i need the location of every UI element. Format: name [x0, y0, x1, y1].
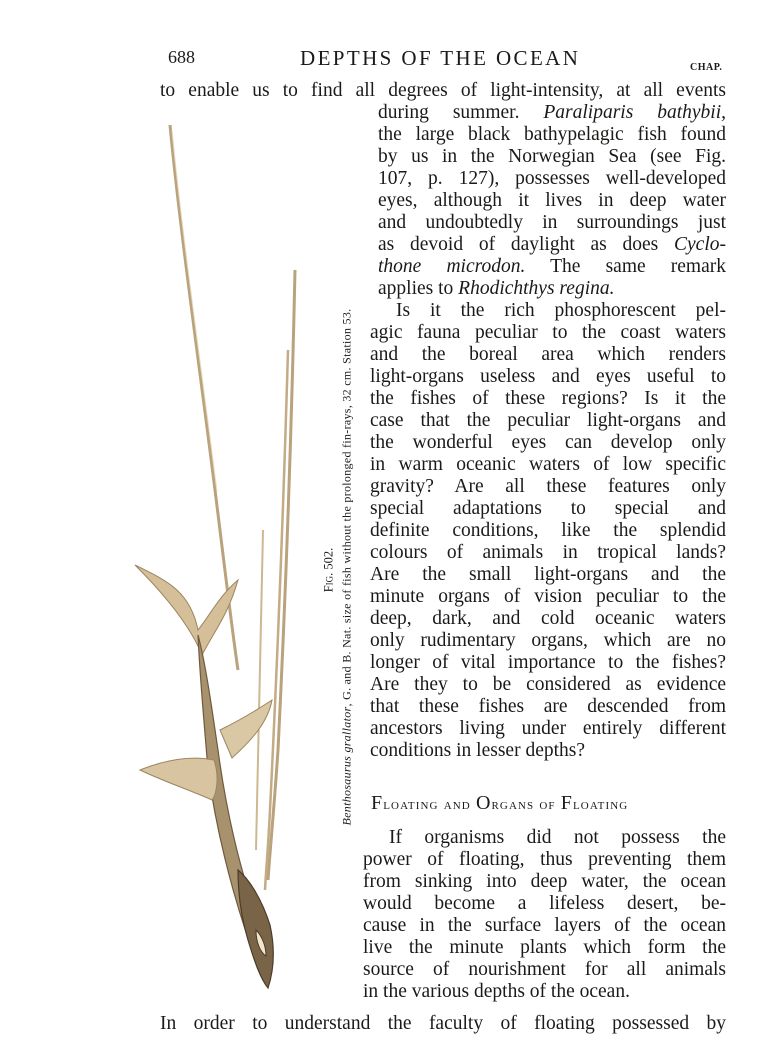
figure-caption	[340, 309, 355, 826]
text-line: and the boreal area which renders	[370, 344, 726, 365]
text-line: definite conditions, like the splendid	[370, 520, 726, 541]
body-last-line: In order to understand the faculty of floating possessed by	[160, 1013, 726, 1034]
page-number: 688	[168, 47, 195, 67]
text-line: source of nourishment for all animals	[363, 959, 726, 980]
text-line: colours of animals in tropical lands?	[370, 542, 726, 563]
caption-genus: Benthosaurus grallator	[339, 706, 354, 826]
text-line: minute organs of vision peculiar to the	[370, 586, 726, 607]
paragraph-1	[378, 102, 726, 300]
text-line: cause in the surface layers of the ocean	[363, 915, 726, 936]
text-line: live the minute plants which form the	[363, 937, 726, 958]
text-line: by us in the Norwegian Sea (see Fig.	[378, 146, 726, 167]
paragraph-3	[363, 827, 726, 1003]
text-line: gravity? Are all these features only	[370, 476, 726, 497]
figure-label-area	[323, 520, 335, 620]
paragraph-2	[370, 300, 726, 762]
chapter-mark: CHAP.	[690, 62, 723, 73]
text-line: power of floating, thus preventing them	[363, 849, 726, 870]
text-line: the large black bathypelagic fish found	[378, 124, 726, 145]
caption-details: , G. and B. Nat. size of fish without the prolonged fin-rays, 32 cm. Station 53.	[339, 308, 354, 707]
section-heading: Floating and Organs of Floating	[371, 792, 629, 814]
figure-caption-area	[341, 262, 353, 872]
text-line: thone microdon. The same remark	[378, 256, 727, 277]
text-line: Are they to be considered as evidence	[370, 674, 726, 695]
text-line: applies to Rhodichthys regina.	[378, 278, 615, 299]
text-line: eyes, although it lives in deep water	[378, 190, 726, 211]
text-line: special adaptations to special and	[370, 498, 726, 519]
text-line: longer of vital importance to the fishes?	[370, 652, 726, 673]
text-line: Is it the rich phosphorescent pel-	[396, 300, 726, 321]
pectoral-fin	[220, 700, 272, 758]
body-first-line: to enable us to find all degrees of light-intensity, at all events	[160, 80, 726, 101]
text-line: deep, dark, and cold oceanic waters	[370, 608, 726, 629]
text-line: that these fishes are descended from	[370, 696, 726, 717]
text-line: the wonderful eyes can develop only	[370, 432, 726, 453]
text-line: agic fauna peculiar to the coast waters	[370, 322, 726, 343]
text-line: in the various depths of the ocean.	[363, 981, 630, 1002]
text-line: case that the peculiar light-organs and	[370, 410, 726, 431]
caudal-fin	[135, 565, 238, 655]
text-line: Are the small light-organs and the	[370, 564, 726, 585]
text-line: would become a lifeless desert, be-	[363, 893, 726, 914]
text-line: light-organs useless and eyes useful to	[370, 366, 726, 387]
text-line: from sinking into deep water, the ocean	[363, 871, 726, 892]
fish-illustration	[120, 110, 320, 1000]
text-line: the fishes of these regions? Is it the	[370, 388, 726, 409]
text-line: as devoid of daylight as does Cyclo-	[378, 234, 726, 255]
text-line: If organisms did not possess the	[389, 827, 726, 848]
text-line: during summer. Paraliparis bathybii,	[378, 102, 726, 123]
text-line: ancestors living under entirely different	[370, 718, 726, 739]
text-line: only rudimentary organs, which are no	[370, 630, 726, 651]
pelvic-fin	[140, 758, 217, 800]
text-line: 107, p. 127), possesses well-developed	[378, 168, 726, 189]
text-line: conditions in lesser depths?	[370, 740, 586, 761]
text-line: in warm oceanic waters of low specific	[370, 454, 726, 475]
running-title: DEPTHS OF THE OCEAN	[300, 46, 581, 70]
text-line: and undoubtedly in surroundings just	[378, 212, 726, 233]
figure-label: Fig. 502.	[321, 547, 336, 593]
